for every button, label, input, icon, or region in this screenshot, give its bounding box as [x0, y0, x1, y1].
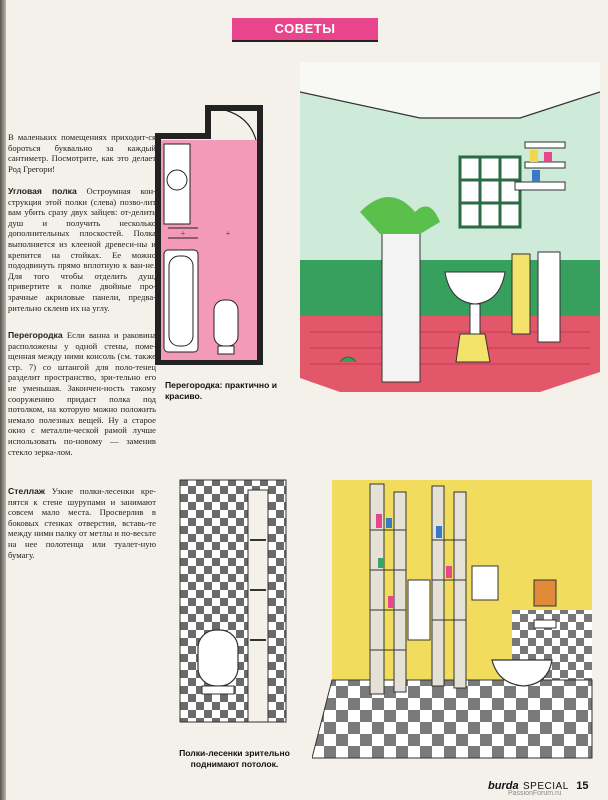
rack-paragraph — [8, 486, 156, 560]
brand-special: SPECIAL — [523, 781, 569, 792]
partition-paragraph — [8, 330, 156, 457]
intro-paragraph: В маленьких помещениях приходит-ся бороться буквально за каждый сантиметр. Посмотрите, как это делает Род Грегори! — [8, 132, 156, 174]
watermark: PassionForum.ru — [508, 790, 562, 797]
corner-shelf-body: Остроумная кон-струкция этой полки (слева) позво-лит вам убить сразу двух зайцев: от-делить душ и получить несколько дополнительных плоскостей. Полка выполняется из клееной древеси-ны и крепится на стойках. Ее можно пододвинуть прямо вплотную к ван-не. Для того чтобы отделить душ, привертите к полке двойные про-зрачные акриловые панели, предва-рительно склеив их на углу. — [8, 186, 156, 313]
partition-heading: Перегородка — [8, 330, 63, 340]
rack-heading: Стеллаж — [8, 486, 45, 496]
partition-body: Если ванна и раковина расположены у одной стены, поме-щенная между ними консоль (см. также стр. 7) со штангой для поло-тенец разделит пространство, зри-тельно его не уменьшая. Закончен-ность такому сооружению придаст полка под потолком, на которую можно положить немало полезных вещей. Ну а старое окно с металли-ческой рамой лучше использовать по-новому — заменив стекло зерка-лом. — [8, 330, 156, 457]
section-header: СОВЕТЫ — [232, 18, 378, 40]
floor-plan-illustration — [148, 100, 266, 370]
page-number: 15 — [576, 780, 589, 792]
svg-text:+: + — [225, 229, 231, 238]
caption-partition: Перегородка: практично и красиво. — [165, 380, 277, 401]
rack-body: Узкие полки-лесенки кре-пятся к стене шурупами и занимают совсем мало места. Просверлив в боковых стенках отверстия, вставь-те между ними палку от метлы и по-весьте на нее полотенца или туалет-ную бумагу. — [8, 486, 156, 560]
corner-shelf-paragraph — [8, 186, 156, 313]
checkered-wall-illustration — [172, 470, 294, 732]
header-underline — [232, 40, 378, 42]
page-edge-shadow — [0, 0, 6, 800]
svg-text:+: + — [180, 229, 186, 238]
corner-shelf-heading: Угловая полка — [8, 186, 77, 196]
partition-bathroom-illustration — [300, 62, 600, 392]
caption-ladder-shelves: Полки-лесенки зрительно поднимают потолок. — [179, 748, 290, 769]
brand-name: burda — [488, 780, 519, 792]
ladder-shelves-illustration — [312, 470, 600, 760]
